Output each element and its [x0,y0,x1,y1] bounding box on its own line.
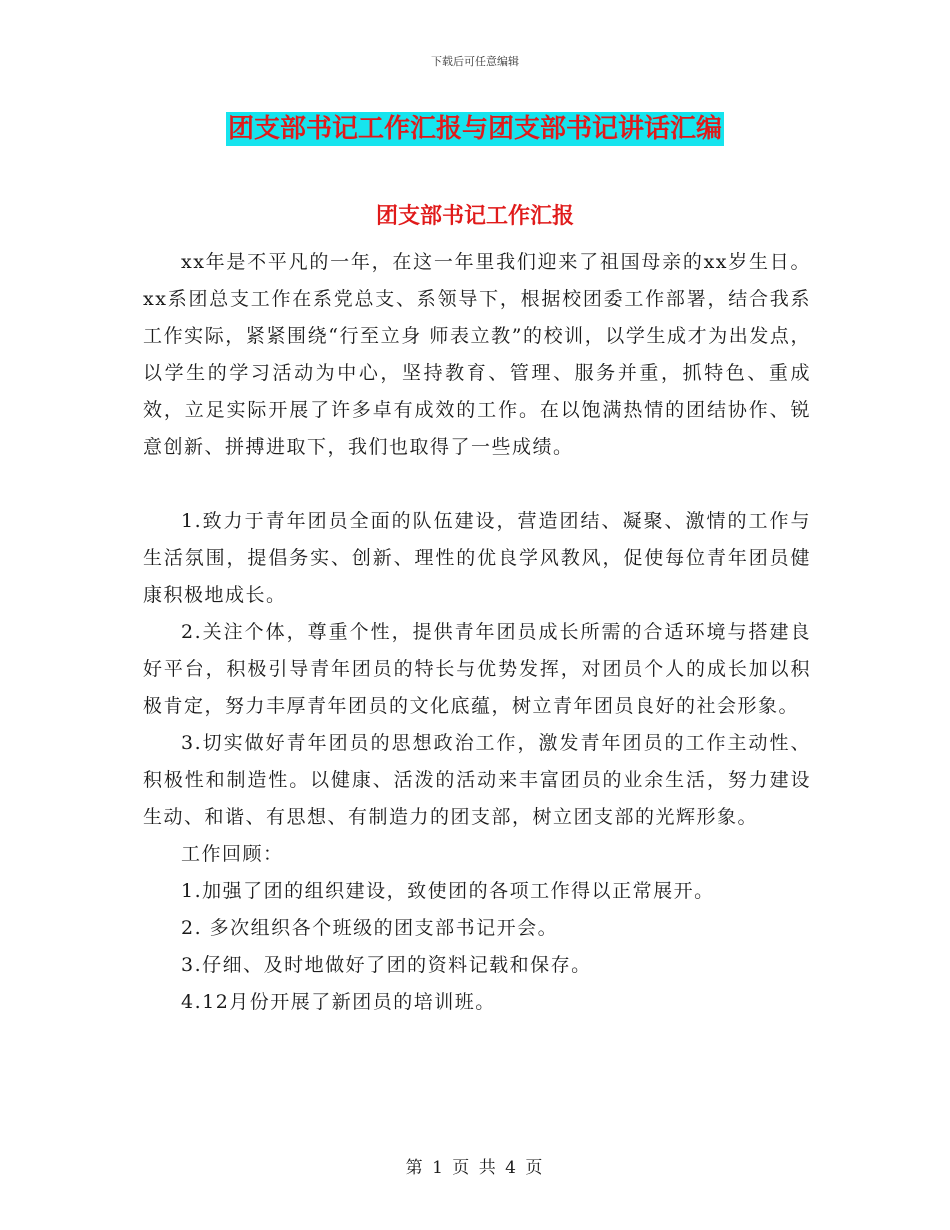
paragraph-item-3: 3.切实做好青年团员的思想政治工作，激发青年团员的工作主动性、积极性和制造性。以健康、活泼的活动来丰富团员的业余生活，努力建设生动、和谐、有思想、有制造力的团支部，树立团支部的光辉形象。 [143,732,811,828]
document-title: 团支部书记工作汇报与团支部书记讲话汇编 [227,114,722,144]
main-block [143,503,811,1021]
paragraph-item-1: 1.致力于青年团员全面的队伍建设，营造团结、凝聚、激情的工作与生活氛围，提倡务实、创新、理性的优良学风教风，促使每位青年团员健康积极地成长。 [143,510,811,606]
review-heading: 工作回顾： [181,843,284,865]
intro-paragraph: xx年是不平凡的一年，在这一年里我们迎来了祖国母亲的xx岁生日。xx系团总支工作在系党总支、系领导下，根据校团委工作部署，结合我系工作实际，紧紧围绕“行至立身 师表立教”的校训，以学生成才为出发点，以学生的学习活动为中心，坚持教育、管理、服务并重，抓特色、重成效，立足实际开展了许多卓有成效的工作。在以饱满热情的团结协作、锐意创新、拼搏进取下，我们也取得了一些成绩。 [143,251,811,458]
page-header-note: 下载后可任意编辑 [431,55,519,68]
review-item-4: 4.12月份开展了新团员的培训班。 [181,991,496,1013]
review-item-1: 1.加强了团的组织建设，致使团的各项工作得以正常展开。 [181,880,715,902]
review-item-3: 3.仔细、及时地做好了团的资料记载和保存。 [181,954,592,976]
paragraph-item-2: 2.关注个体，尊重个性，提供青年团员成长所需的合适环境与搭建良好平台，积极引导青年团员的特长与优势发挥，对团员个人的成长加以积极肯定，努力丰厚青年团员的文化底蕴，树立青年团员良好的社会形象。 [143,621,811,717]
intro-block [143,244,811,466]
section-title: 团支部书记工作汇报 [375,203,574,229]
review-item-2: 2. 多次组织各个班级的团支部书记开会。 [181,917,559,939]
document-title-container [0,112,950,146]
page-number-footer: 第 1 页 共 4 页 [405,1158,545,1178]
